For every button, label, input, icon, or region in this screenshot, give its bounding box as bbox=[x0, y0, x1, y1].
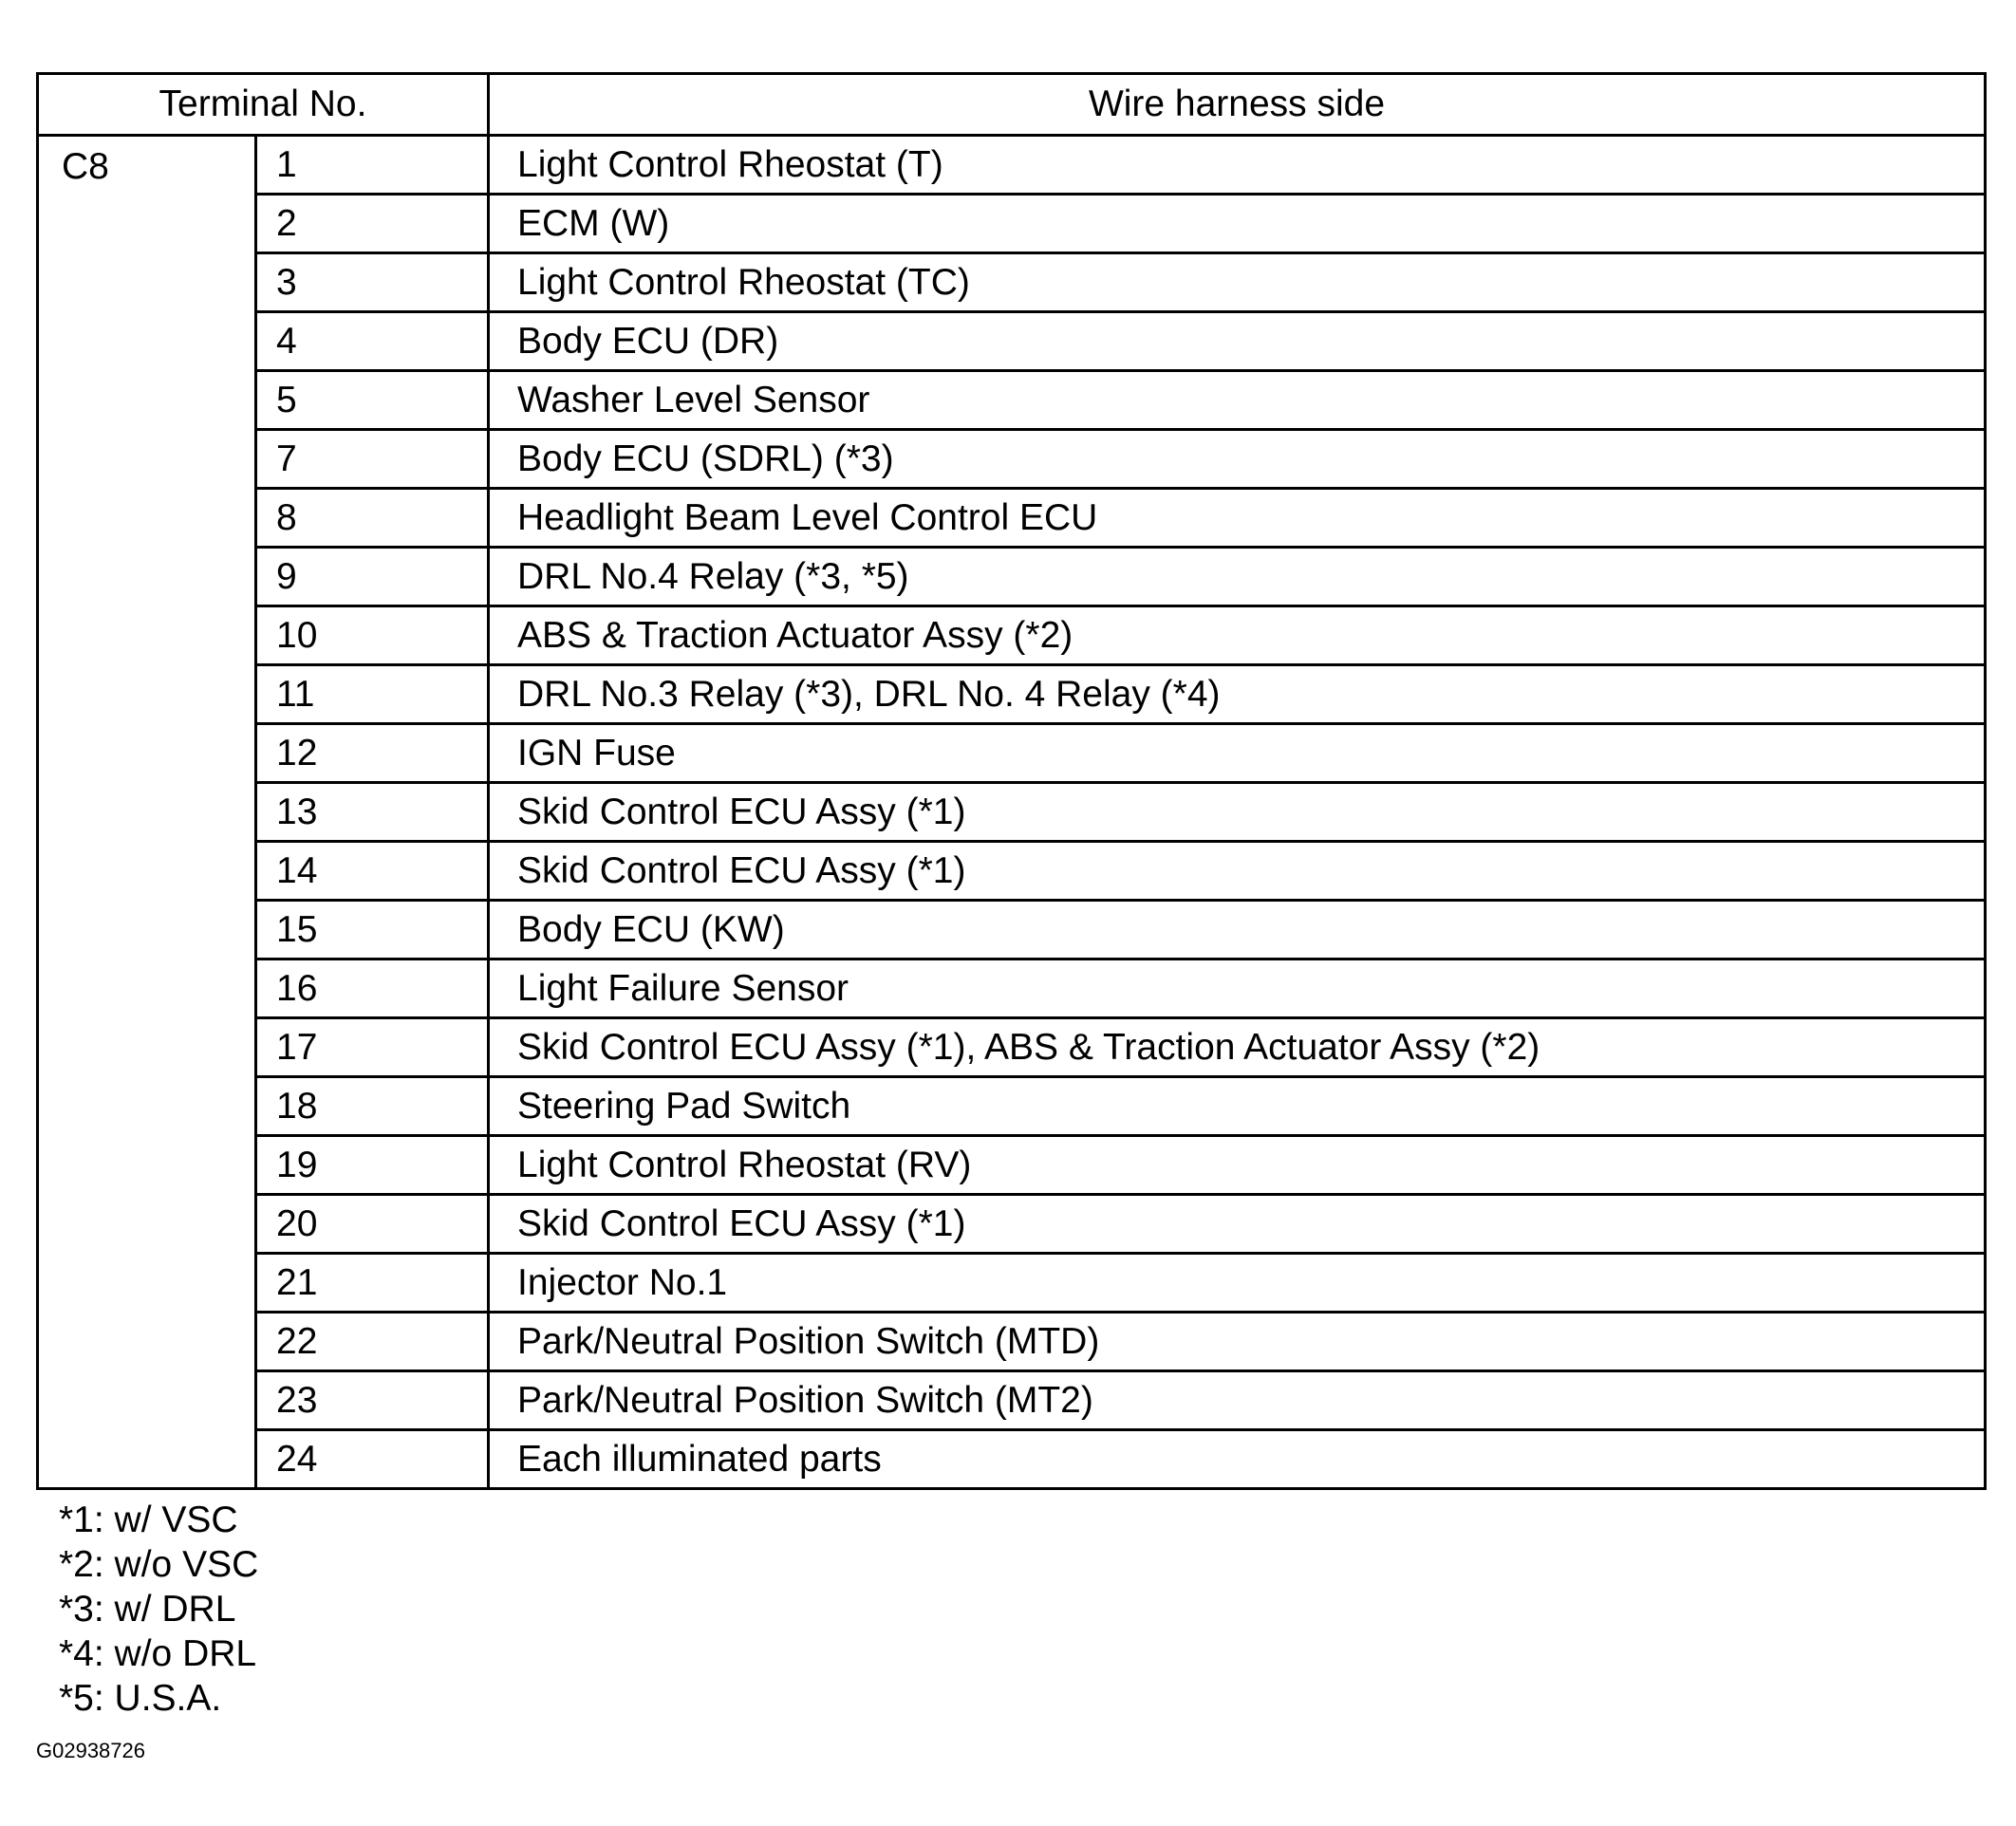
table-row bbox=[38, 1371, 1986, 1430]
terminal-number: 10 bbox=[256, 606, 489, 665]
terminal-number: 7 bbox=[256, 430, 489, 489]
terminal-number: 22 bbox=[256, 1313, 489, 1371]
terminal-number: 14 bbox=[256, 842, 489, 901]
terminal-number: 12 bbox=[256, 724, 489, 783]
table-header-row bbox=[38, 74, 1986, 136]
table-row bbox=[38, 842, 1986, 901]
wire-description: Body ECU (KW) bbox=[489, 901, 1986, 960]
footnote: *1: w/ VSC bbox=[59, 1500, 238, 1540]
table-row bbox=[38, 195, 1986, 253]
wire-description: IGN Fuse bbox=[489, 724, 1986, 783]
table-row bbox=[38, 1254, 1986, 1313]
terminal-number: 16 bbox=[256, 960, 489, 1018]
terminal-number: 24 bbox=[256, 1430, 489, 1489]
wire-description: ECM (W) bbox=[489, 195, 1986, 253]
table-row bbox=[38, 253, 1986, 312]
wire-description: Skid Control ECU Assy (*1), ABS & Traction Actuator Assy (*2) bbox=[489, 1018, 1986, 1077]
wire-description: Light Control Rheostat (TC) bbox=[489, 253, 1986, 312]
wire-description: Body ECU (SDRL) (*3) bbox=[489, 430, 1986, 489]
header-wire-harness-side: Wire harness side bbox=[489, 74, 1986, 136]
footnote: *2: w/o VSC bbox=[59, 1544, 259, 1585]
header-terminal-no: Terminal No. bbox=[38, 74, 489, 136]
table-row bbox=[38, 665, 1986, 724]
footnote: *4: w/o DRL bbox=[59, 1633, 257, 1674]
terminal-number: 9 bbox=[256, 548, 489, 606]
terminal-number: 4 bbox=[256, 312, 489, 371]
table-row bbox=[38, 312, 1986, 371]
table-row bbox=[38, 783, 1986, 842]
terminal-number: 1 bbox=[256, 136, 489, 195]
table-row bbox=[38, 548, 1986, 606]
connector-label: C8 bbox=[38, 136, 256, 1489]
table-row bbox=[38, 430, 1986, 489]
terminal-number: 2 bbox=[256, 195, 489, 253]
wire-description: Park/Neutral Position Switch (MTD) bbox=[489, 1313, 1986, 1371]
table-row bbox=[38, 1430, 1986, 1489]
figure-id: G02938726 bbox=[36, 1739, 145, 1762]
wire-description: ABS & Traction Actuator Assy (*2) bbox=[489, 606, 1986, 665]
wire-description: Skid Control ECU Assy (*1) bbox=[489, 842, 1986, 901]
table-row bbox=[38, 371, 1986, 430]
wire-description: Body ECU (DR) bbox=[489, 312, 1986, 371]
terminal-table bbox=[36, 72, 1987, 1490]
wire-description: Light Control Rheostat (RV) bbox=[489, 1136, 1986, 1195]
terminal-number: 3 bbox=[256, 253, 489, 312]
table-row bbox=[38, 960, 1986, 1018]
terminal-number: 8 bbox=[256, 489, 489, 548]
table-row bbox=[38, 606, 1986, 665]
table-row bbox=[38, 724, 1986, 783]
wire-description: Park/Neutral Position Switch (MT2) bbox=[489, 1371, 1986, 1430]
table-row bbox=[38, 1313, 1986, 1371]
terminal-number: 20 bbox=[256, 1195, 489, 1254]
wire-description: Skid Control ECU Assy (*1) bbox=[489, 783, 1986, 842]
wire-description: Light Failure Sensor bbox=[489, 960, 1986, 1018]
wire-description: Light Control Rheostat (T) bbox=[489, 136, 1986, 195]
footnote: *3: w/ DRL bbox=[59, 1589, 236, 1630]
table-row bbox=[38, 1136, 1986, 1195]
terminal-number: 21 bbox=[256, 1254, 489, 1313]
footnotes bbox=[59, 1498, 258, 1721]
table-row bbox=[38, 1018, 1986, 1077]
wire-description: Injector No.1 bbox=[489, 1254, 1986, 1313]
table-row bbox=[38, 1195, 1986, 1254]
table-row bbox=[38, 901, 1986, 960]
footnote: *5: U.S.A. bbox=[59, 1678, 222, 1719]
terminal-number: 11 bbox=[256, 665, 489, 724]
terminal-number: 15 bbox=[256, 901, 489, 960]
terminal-number: 19 bbox=[256, 1136, 489, 1195]
table-row bbox=[38, 136, 1986, 195]
terminal-number: 18 bbox=[256, 1077, 489, 1136]
wire-description: Headlight Beam Level Control ECU bbox=[489, 489, 1986, 548]
terminal-number: 13 bbox=[256, 783, 489, 842]
terminal-number: 17 bbox=[256, 1018, 489, 1077]
wire-description: DRL No.3 Relay (*3), DRL No. 4 Relay (*4) bbox=[489, 665, 1986, 724]
table-row bbox=[38, 489, 1986, 548]
wire-description: Skid Control ECU Assy (*1) bbox=[489, 1195, 1986, 1254]
wire-description: Steering Pad Switch bbox=[489, 1077, 1986, 1136]
wire-description: Each illuminated parts bbox=[489, 1430, 1986, 1489]
wire-description: DRL No.4 Relay (*3, *5) bbox=[489, 548, 1986, 606]
wire-description: Washer Level Sensor bbox=[489, 371, 1986, 430]
table-body bbox=[38, 136, 1986, 1489]
terminal-number: 23 bbox=[256, 1371, 489, 1430]
terminal-number: 5 bbox=[256, 371, 489, 430]
table-row bbox=[38, 1077, 1986, 1136]
